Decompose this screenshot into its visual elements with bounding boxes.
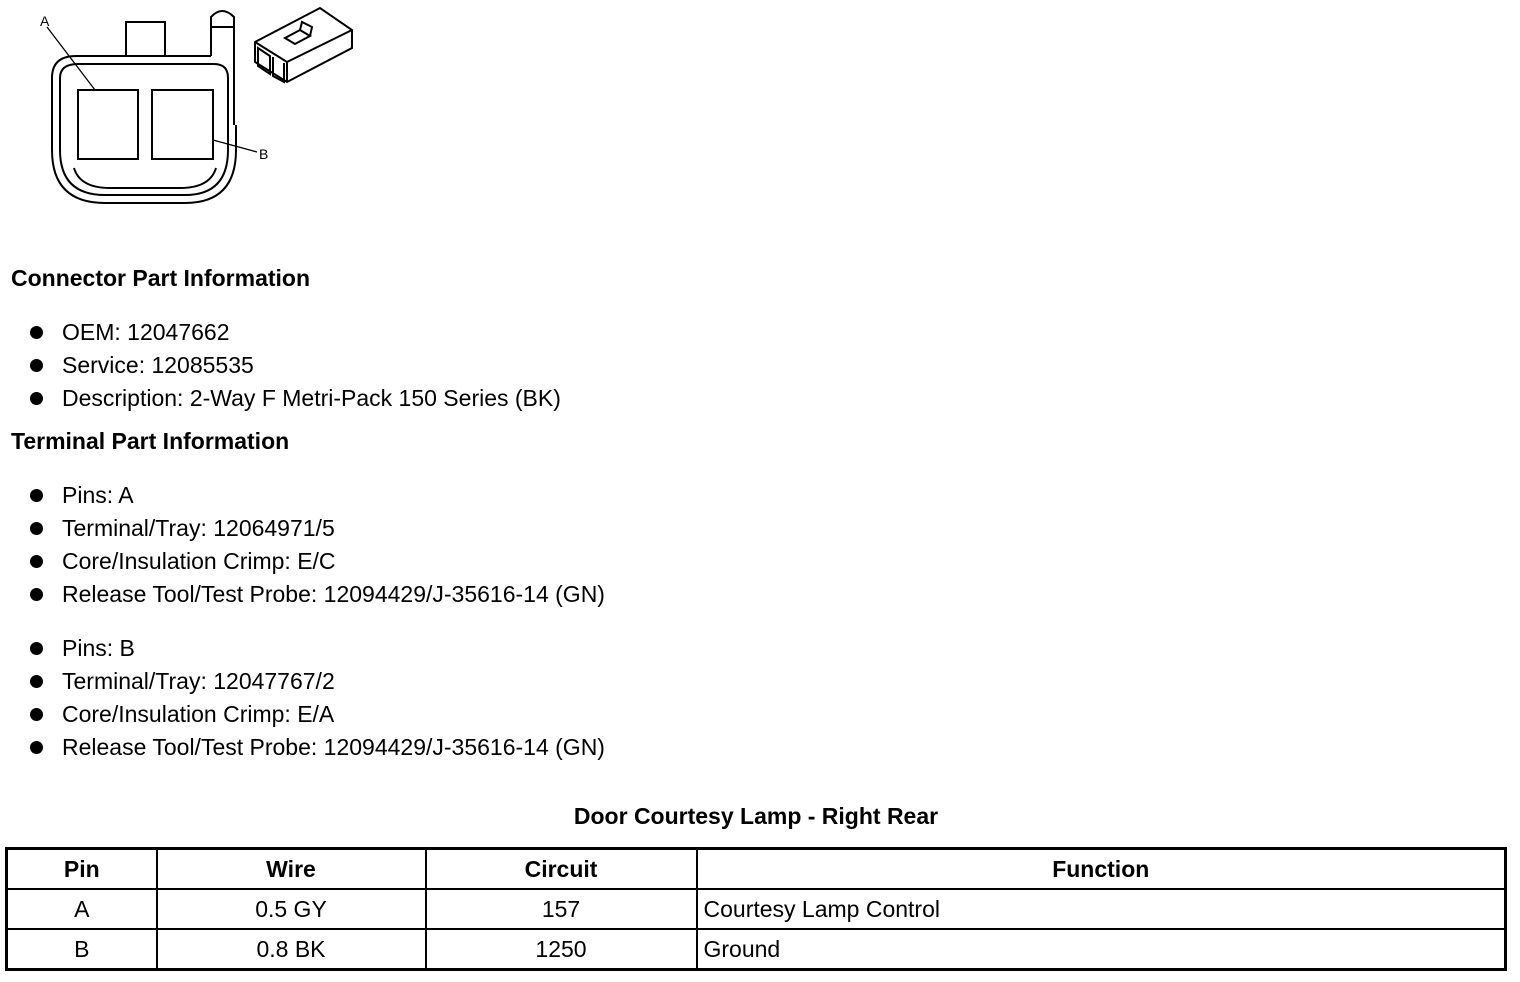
list-item: [0, 731, 605, 764]
bullet-icon: [30, 326, 43, 339]
terminal-a-tool: Release Tool/Test Probe: 12094429/J-35616-14 (GN): [62, 581, 605, 607]
table-header-row: [7, 849, 1506, 890]
terminal-a-crimp: Core/Insulation Crimp: E/C: [62, 548, 336, 574]
list-item: [0, 349, 561, 382]
table-row: [7, 929, 1506, 970]
bullet-icon: [30, 489, 43, 502]
bullet-icon: [30, 392, 43, 405]
list-item: [0, 632, 605, 665]
pinout-table: [5, 847, 1507, 971]
list-item: [0, 698, 605, 731]
terminal-b-tray: Terminal/Tray: 12047767/2: [62, 668, 335, 694]
cell-circuit: 1250: [426, 929, 697, 970]
bullet-icon: [30, 675, 43, 688]
cell-circuit: 157: [426, 889, 697, 929]
cell-wire: 0.8 BK: [157, 929, 426, 970]
bullet-icon: [30, 642, 43, 655]
header-function: Function: [697, 849, 1506, 890]
header-pin: Pin: [7, 849, 157, 890]
terminal-info-list-pin-a: [0, 479, 605, 611]
header-wire: Wire: [157, 849, 426, 890]
list-item: [0, 545, 605, 578]
terminal-a-pins: Pins: A: [62, 482, 134, 508]
terminal-info-heading: Terminal Part Information: [11, 428, 290, 454]
list-item: [0, 382, 561, 415]
bullet-icon: [30, 588, 43, 601]
cell-function: Courtesy Lamp Control: [697, 889, 1506, 929]
cell-pin: B: [7, 929, 157, 970]
cell-wire: 0.5 GY: [157, 889, 426, 929]
table-row: [7, 889, 1506, 929]
terminal-b-pins: Pins: B: [62, 635, 135, 661]
bullet-icon: [30, 555, 43, 568]
terminal-b-crimp: Core/Insulation Crimp: E/A: [62, 701, 335, 727]
bullet-icon: [30, 522, 43, 535]
terminal-info-list-pin-b: [0, 632, 605, 764]
bullet-icon: [30, 708, 43, 721]
header-circuit: Circuit: [426, 849, 697, 890]
pin-a-label: A: [40, 13, 50, 29]
connector-description: Description: 2-Way F Metri-Pack 150 Series (BK): [62, 385, 561, 411]
list-item: [0, 512, 605, 545]
table-title: Door Courtesy Lamp - Right Rear: [573, 803, 939, 829]
cell-function: Ground: [697, 929, 1506, 970]
bullet-icon: [30, 359, 43, 372]
list-item: [0, 665, 605, 698]
connector-service: Service: 12085535: [62, 352, 254, 378]
list-item: [0, 316, 561, 349]
connector-oem: OEM: 12047662: [62, 319, 230, 345]
list-item: [0, 479, 605, 512]
connector-info-list: [0, 316, 561, 415]
bullet-icon: [30, 741, 43, 754]
pin-b-label: B: [259, 146, 269, 162]
cell-pin: A: [7, 889, 157, 929]
terminal-b-tool: Release Tool/Test Probe: 12094429/J-35616-14 (GN): [62, 734, 605, 760]
connector-info-heading: Connector Part Information: [11, 265, 311, 291]
list-item: [0, 578, 605, 611]
terminal-a-tray: Terminal/Tray: 12064971/5: [62, 515, 335, 541]
connector-diagram: [0, 0, 380, 220]
